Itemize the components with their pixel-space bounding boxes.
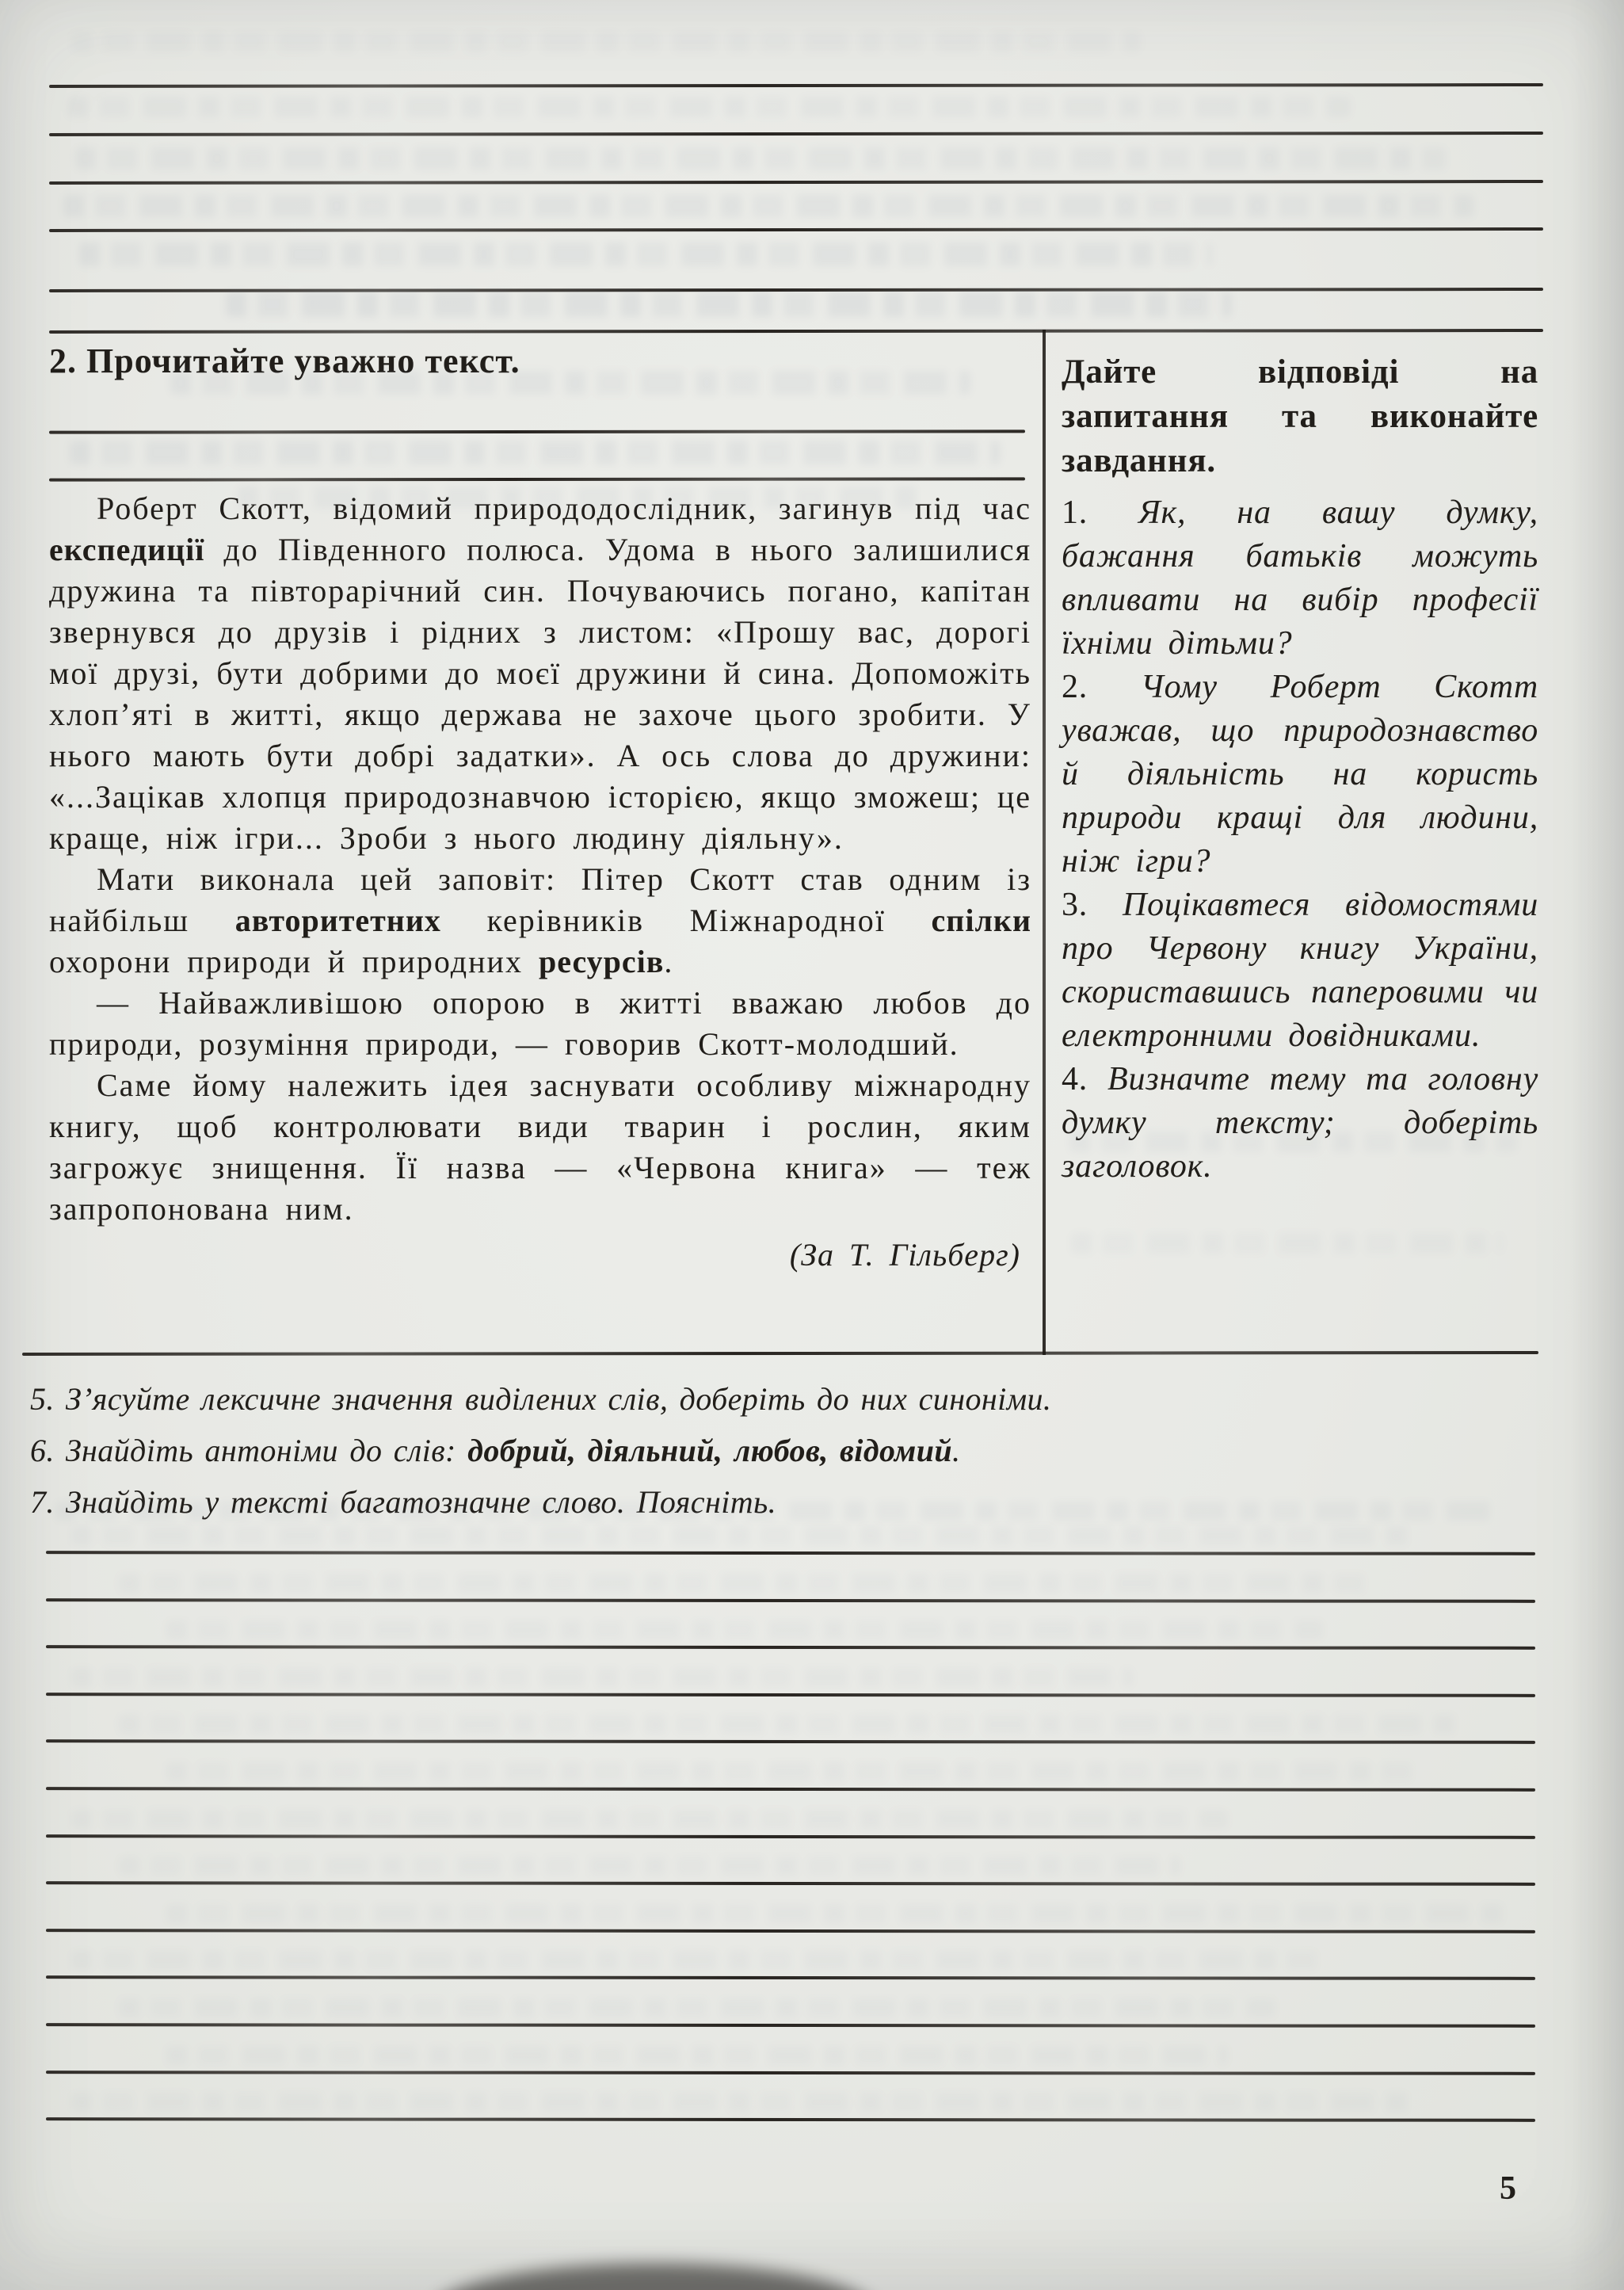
bleed-through-artifact (1069, 1132, 1517, 1152)
writing-line (46, 1551, 1535, 1555)
bleed-through-artifact (166, 1904, 1513, 1923)
bleed-through-artifact (71, 2093, 1418, 2112)
bleed-through-artifact (119, 1998, 1275, 2017)
bleed-through-artifact (71, 1810, 1228, 1829)
task-item-5 (30, 1379, 1607, 1420)
question-item-2 (1062, 666, 1538, 884)
question-text: Поцікавтеся відомостями про Червону книгу України, скориставшись паперовими чи електронними довідниками. (1062, 887, 1539, 1054)
highlighted-word: експедиції (49, 532, 205, 567)
highlighted-word: добрий, діяльний, любов, відомий (467, 1433, 953, 1468)
question-number: 1. (1062, 494, 1139, 531)
heading-blank-line (49, 429, 1025, 433)
bleed-through-artifact (119, 1857, 1180, 1876)
reading-paragraph-4 (49, 1065, 1031, 1230)
reading-paragraph-3 (49, 983, 1031, 1065)
text-run: Знайдіть у тексті багатозначне слово. Поясніть. (65, 1484, 776, 1520)
writing-line (46, 1834, 1535, 1839)
bleed-through-artifact (226, 292, 1232, 317)
writing-line (46, 1929, 1535, 1933)
top-blank-line (49, 83, 1543, 88)
scan-shadow (432, 2263, 875, 2290)
reading-text-paragraphs (49, 488, 1031, 1230)
questions-column (1062, 350, 1538, 1189)
writing-line (46, 1975, 1535, 1980)
text-run: охорони природи й природних (49, 944, 539, 979)
top-blank-line (49, 132, 1543, 136)
writing-line (46, 1598, 1535, 1603)
section-bottom-line (22, 1351, 1538, 1356)
bleed-through-artifact (71, 1668, 1133, 1687)
question-text: Чому Роберт Скотт уважав, що природознавство й діяльність на користь природи кращі для людини, ніж ігри? (1062, 669, 1538, 880)
writing-line (46, 1881, 1535, 1886)
scan-edge-shade (1569, 0, 1624, 2290)
task-item-6 (30, 1430, 1607, 1471)
task-number: 6. (30, 1433, 55, 1468)
bleed-through-artifact (79, 242, 1212, 266)
questions-list (1062, 491, 1538, 1189)
writing-line (46, 1739, 1535, 1744)
bleed-through-artifact (238, 487, 919, 509)
question-number: 4. (1062, 1061, 1108, 1097)
reading-paragraph-1 (49, 488, 1031, 859)
bleed-through-artifact (71, 1951, 1323, 1970)
question-item-3 (1062, 884, 1538, 1058)
text-run: З’ясуйте лексичне значення виділених слів, доберіть до них синоніми. (65, 1381, 1052, 1417)
writing-line (46, 2117, 1535, 2122)
bleed-through-artifact (55, 1502, 1493, 1521)
bleed-through-artifact (63, 195, 1473, 217)
writing-line (46, 2023, 1535, 2028)
top-blank-line (49, 329, 1543, 334)
bleed-through-artifact (166, 1762, 1418, 1781)
heading-blank-line (49, 477, 1025, 481)
text-run: Знайдіть антоніми до слів: (65, 1433, 468, 1468)
text-run: — Найважливішою опорою в житті вважаю любов до природи, розуміння природи, — говорив Скотт-молодший. (49, 985, 1031, 1062)
question-item-4 (1062, 1058, 1538, 1189)
bleed-through-artifact (75, 147, 1446, 170)
bleed-through-artifact (71, 1526, 1418, 1545)
question-text: Як, на вашу думку, бажання батьків можуть впливати на вибір професії їхніми дітьми? (1062, 494, 1538, 662)
bleed-through-artifact (67, 97, 1351, 117)
question-text: Визначте тему та головну думку тексту; доберіть заголовок. (1062, 1061, 1539, 1185)
bleed-through-artifact (1071, 1233, 1503, 1254)
text-run: до Південного полюса. Удома в нього залишилися дружина та півторарічний син. Почуваючись погано, капітан звернувся до друзів і рідних з листом: «Прошу вас, дорогі мої друзі, бути добрими до моєї дружини й сина. Допоможіть хлоп’яті в житті, якщо держава не захоче цього зробити. У нього мають бути добрі задатки». А ось слова до дружини: «...Зацікав хлопця природознавчою історією, якщо зможеш; це краще, ніж ігри... Зроби з нього людину діяльну». (49, 532, 1031, 856)
writing-line (46, 1645, 1535, 1650)
exercise-2-heading: 2. Прочитайте уважно текст. (49, 342, 520, 380)
text-attribution: (За Т. Гільберг) (789, 1237, 1020, 1273)
writing-line (46, 1693, 1535, 1697)
writing-line (46, 2071, 1535, 2075)
text-run: керівників Міжнародної (440, 903, 932, 938)
text-run: Мати виконала цей заповіт: Пітер Скотт став одним із найбільш (49, 861, 1031, 938)
highlighted-word: ресурсів (538, 944, 665, 979)
top-blank-line (49, 180, 1543, 185)
column-divider-line (1043, 330, 1046, 1355)
question-number: 2. (1062, 669, 1141, 705)
reading-paragraph-2 (49, 859, 1031, 983)
question-item-1 (1062, 491, 1538, 666)
bleed-through-artifact (170, 371, 970, 395)
top-blank-line (49, 227, 1543, 232)
reading-text (49, 488, 1031, 1276)
bleed-through-artifact (166, 2046, 1228, 2065)
page-number: 5 (1500, 2170, 1516, 2207)
bleed-through-artifact (119, 1715, 1466, 1734)
writing-line (46, 1787, 1535, 1792)
task-number: 7. (30, 1484, 55, 1520)
highlighted-word: авторитетних (234, 903, 441, 938)
highlighted-word: спілки (931, 903, 1031, 938)
text-run: . (952, 1433, 961, 1468)
bleed-through-artifact (166, 1620, 1323, 1639)
bleed-through-artifact (70, 441, 1001, 464)
bleed-through-artifact (119, 1574, 1370, 1593)
bleed-through-artifact (71, 32, 1141, 52)
text-run: Саме йому належить ідея заснувати особливу міжнародну книгу, щоб контролювати види тварин і рослин, яким загрожує знищення. Її назва — «Червона книга» — теж запропонована ним. (49, 1067, 1031, 1227)
questions-heading: Дайте відповіді на запитання та виконайте завдання. (1062, 353, 1538, 479)
question-number: 3. (1062, 887, 1123, 923)
text-run: Роберт Скотт, відомий природодослідник, загинув під час (97, 490, 1031, 526)
task-number: 5. (30, 1381, 55, 1417)
text-run: . (664, 944, 674, 979)
